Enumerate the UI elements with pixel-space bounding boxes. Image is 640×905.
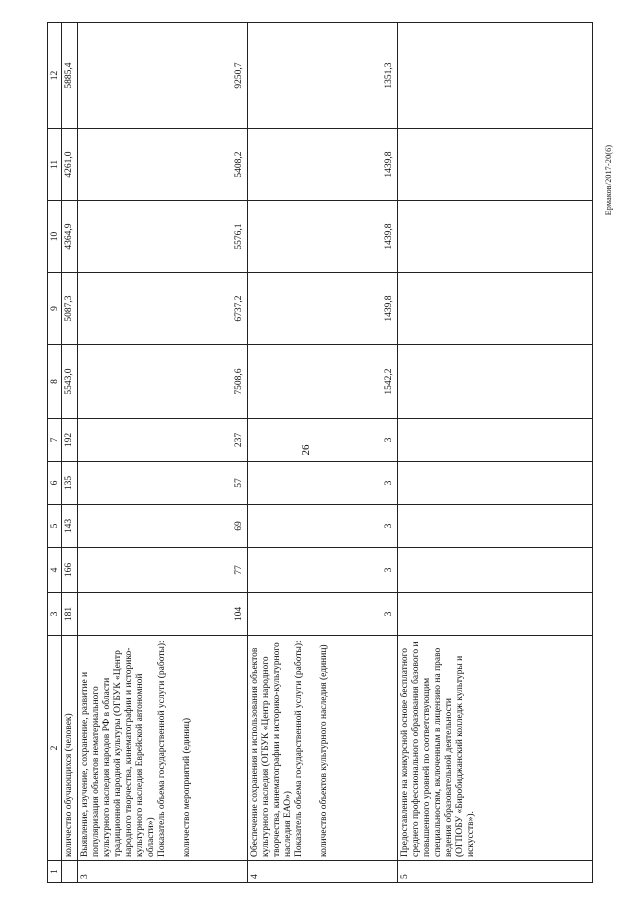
value-cell: 3 xyxy=(248,504,398,547)
row-index: 5 xyxy=(398,860,593,882)
value-cell: 4364,9 xyxy=(62,200,78,272)
value-cell xyxy=(398,547,593,592)
value-cell: 77 xyxy=(78,547,248,592)
header-cell: 2 xyxy=(48,635,62,860)
value-cell: 181 xyxy=(62,592,78,635)
value-cell: 4261,0 xyxy=(62,128,78,200)
header-cell: 1 xyxy=(48,860,62,882)
value-cell xyxy=(398,592,593,635)
value-cell: 9250,7 xyxy=(78,22,248,128)
row-text-line: количество мероприятий (единиц) xyxy=(182,717,192,857)
value-cell: 3 xyxy=(248,592,398,635)
row-description xyxy=(248,635,398,860)
value-cell xyxy=(398,504,593,547)
value-cell: 3 xyxy=(248,418,398,461)
table-row xyxy=(398,22,593,882)
value-cell: 237 xyxy=(78,418,248,461)
header-cell: 8 xyxy=(48,344,62,418)
header-cell: 11 xyxy=(48,128,62,200)
value-cell xyxy=(398,461,593,504)
value-cell: 3 xyxy=(248,547,398,592)
value-cell: 192 xyxy=(62,418,78,461)
row-description xyxy=(78,635,248,860)
side-note: Ермаков/2017-20(6) xyxy=(604,144,613,216)
value-cell: 5408,2 xyxy=(78,128,248,200)
header-cell: 10 xyxy=(48,200,62,272)
value-cell xyxy=(398,22,593,128)
row-text-line: количество обучающихся (человек) xyxy=(64,712,74,857)
value-cell xyxy=(398,272,593,344)
header-row xyxy=(48,22,62,882)
value-cell: 1542,2 xyxy=(248,344,398,418)
header-cell: 7 xyxy=(48,418,62,461)
row-text-line: Показатель объема государственной услуги (работы): xyxy=(294,639,304,857)
header-cell: 5 xyxy=(48,504,62,547)
value-cell xyxy=(398,418,593,461)
page-number: 26 xyxy=(300,444,312,456)
value-cell: 1439,8 xyxy=(248,272,398,344)
data-table xyxy=(47,22,593,883)
value-cell: 135 xyxy=(62,461,78,504)
row-index: 4 xyxy=(248,860,398,882)
value-cell: 7508,6 xyxy=(78,344,248,418)
row-text-line: Обеспечение сохранения и использования объектов культурного наследия (ОГБУК «Центр народного творчества, кинематографии и историко-культурного наследия ЕАО») xyxy=(250,641,293,857)
table-row xyxy=(248,22,398,882)
value-cell: 1439,8 xyxy=(248,200,398,272)
value-cell: 5543,0 xyxy=(62,344,78,418)
header-cell: 4 xyxy=(48,547,62,592)
rotated-table-container xyxy=(47,23,593,883)
row-index: 3 xyxy=(78,860,248,882)
row-text-line: Выявление, изучение, сохранение, развитие и популяризация объектов нематериального культурного наследия народов РФ в области традиционной народной культуры (ОГБУК «Центр народного творчества, кинематографии и историко-культурного наследия Еврейской автономной области») xyxy=(80,647,156,857)
header-cell: 3 xyxy=(48,592,62,635)
row-index xyxy=(62,860,78,882)
header-cell: 12 xyxy=(48,22,62,128)
value-cell: 104 xyxy=(78,592,248,635)
value-cell: 5576,1 xyxy=(78,200,248,272)
value-cell: 1351,3 xyxy=(248,22,398,128)
value-cell: 57 xyxy=(78,461,248,504)
value-cell: 5087,3 xyxy=(62,272,78,344)
row-text-line: Показатель объема государственной услуги (работы): xyxy=(157,639,167,857)
row-text-line: количество объектов культурного наследия (единиц) xyxy=(319,643,329,857)
value-cell xyxy=(398,128,593,200)
value-cell xyxy=(398,200,593,272)
value-cell: 5885,4 xyxy=(62,22,78,128)
row-text-line: (ОГПОБУ «Биробиджанский колледж культуры и искусств»). xyxy=(455,655,476,857)
row-description xyxy=(398,635,593,860)
value-cell: 143 xyxy=(62,504,78,547)
value-cell: 69 xyxy=(78,504,248,547)
row-description xyxy=(62,635,78,860)
header-cell: 9 xyxy=(48,272,62,344)
value-cell: 1439,8 xyxy=(248,128,398,200)
value-cell: 3 xyxy=(248,461,398,504)
row-text-line: Предоставление на конкурсной основе бесплатного среднего профессионального образования базового и повышенного уровней по соответствующим специальностям, включенным в лицензию на право ведения образовательной деятельности xyxy=(400,640,454,857)
value-cell: 166 xyxy=(62,547,78,592)
value-cell xyxy=(398,344,593,418)
table-row xyxy=(62,22,78,882)
value-cell: 6737,2 xyxy=(78,272,248,344)
table-row xyxy=(78,22,248,882)
header-cell: 6 xyxy=(48,461,62,504)
